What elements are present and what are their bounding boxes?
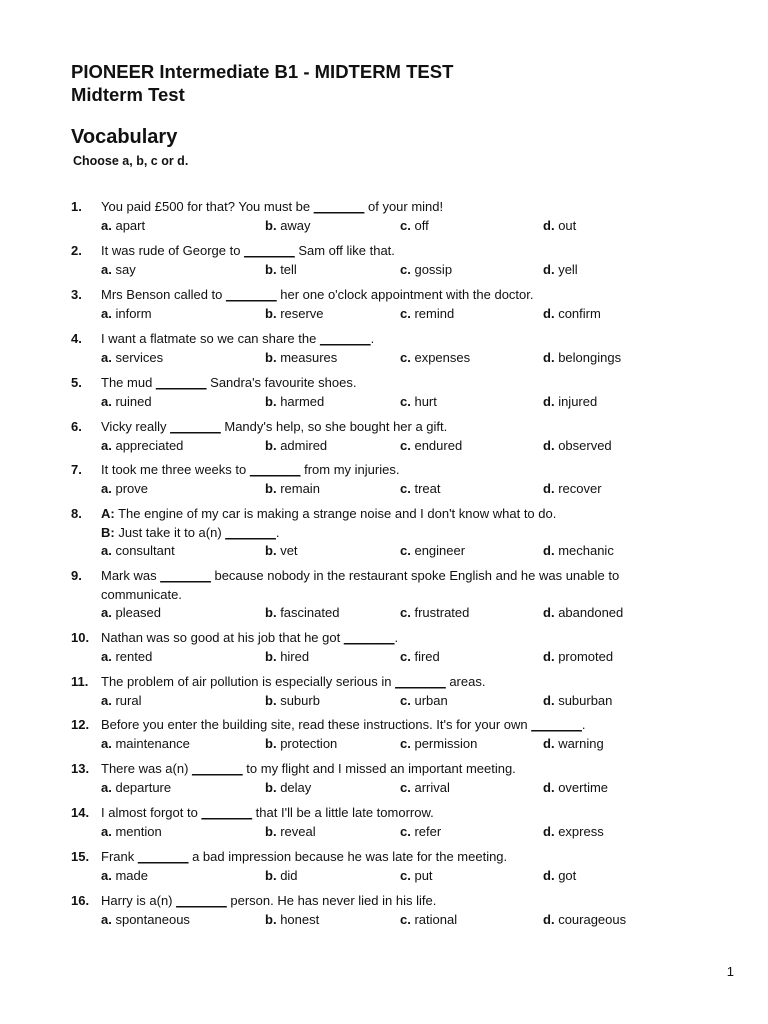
question-stem: [101, 330, 691, 349]
option-letter: d.: [543, 867, 555, 883]
option-text: frustrated: [414, 605, 470, 620]
option-text: away: [280, 217, 311, 233]
answer-option-b: [265, 867, 298, 886]
answer-option-d: [543, 542, 614, 561]
option-text: fascinated: [280, 605, 340, 620]
option-letter: d.: [543, 305, 555, 321]
answer-option-a: [101, 480, 148, 499]
option-text: mechanic: [558, 543, 614, 558]
option-text: reveal: [280, 823, 316, 839]
question-number: 13.: [71, 761, 90, 776]
option-letter: d.: [543, 911, 555, 927]
option-letter: b.: [265, 480, 277, 496]
option-text: express: [558, 823, 604, 839]
answer-option-a: [101, 305, 152, 324]
answer-option-d: [543, 823, 604, 842]
question-number: 5.: [71, 375, 82, 390]
option-letter: b.: [265, 911, 277, 927]
answer-option-b: [265, 217, 311, 236]
option-letter: b.: [265, 217, 277, 233]
option-letter: d.: [543, 692, 555, 708]
answer-option-b: [265, 261, 297, 280]
option-text: consultant: [115, 543, 175, 558]
page-number: 1: [726, 964, 734, 979]
option-text: did: [280, 867, 298, 883]
option-text: say: [115, 261, 136, 277]
option-letter: c.: [400, 393, 411, 409]
answer-option-c: [400, 867, 433, 886]
answer-option-b: [265, 823, 316, 842]
option-letter: d.: [543, 823, 555, 839]
answer-option-d: [543, 867, 576, 886]
answer-option-b: [265, 692, 320, 711]
answer-blank: _______: [531, 717, 582, 732]
option-letter: d.: [543, 437, 555, 453]
answer-option-a: [101, 648, 152, 667]
answer-option-b: [265, 349, 337, 368]
question-stem-line: Mrs Benson called to _______ her one o'clock appointment with the doctor.: [101, 287, 534, 302]
answer-blank: _______: [176, 893, 227, 908]
option-letter: b.: [265, 735, 277, 751]
answer-option-d: [543, 393, 597, 412]
question-number: 4.: [71, 331, 82, 346]
answer-option-a: [101, 217, 145, 236]
option-text: protection: [280, 735, 338, 751]
option-text: appreciated: [115, 437, 184, 453]
question-stem: [101, 716, 691, 735]
question-number: 8.: [71, 506, 82, 521]
answer-option-d: [543, 692, 612, 711]
answer-blank: _______: [249, 462, 301, 477]
question-stem-line: Mark was _______ because nobody in the restaurant spoke English and he was unable to: [101, 568, 620, 583]
option-letter: d.: [543, 349, 555, 365]
option-letter: b.: [265, 543, 277, 558]
instructions: Choose a, b, c or d.: [73, 154, 189, 168]
answer-option-c: [400, 735, 477, 754]
option-text: spontaneous: [115, 911, 190, 927]
question-stem: [101, 760, 691, 779]
answer-option-b: [265, 542, 298, 561]
answer-option-d: [543, 604, 623, 623]
question-stem-line: Before you enter the building site, read these instructions. It's for your own _______.: [101, 717, 586, 732]
answer-option-c: [400, 823, 441, 842]
question-stem-line: Nathan was so good at his job that he got _______.: [101, 630, 399, 645]
option-letter: d.: [543, 217, 555, 233]
option-letter: a.: [101, 911, 112, 927]
option-text: out: [558, 217, 577, 233]
option-text: permission: [414, 735, 478, 751]
question-stem: [101, 567, 691, 604]
question-stem-line: The problem of air pollution is especially serious in _______ areas.: [101, 674, 486, 689]
answer-option-c: [400, 217, 429, 236]
question-number: 14.: [71, 805, 90, 820]
question-stem-line: B: Just take it to a(n) _______.: [101, 524, 280, 540]
answer-option-d: [543, 911, 626, 930]
answer-blank: _______: [244, 243, 295, 258]
question-stem-line: Frank _______ a bad impression because he was late for the meeting.: [101, 849, 508, 864]
answer-blank: _______: [343, 630, 395, 645]
option-letter: a.: [101, 605, 112, 620]
option-text: measures: [280, 349, 338, 365]
option-text: urban: [414, 692, 448, 708]
option-text: remain: [280, 480, 320, 496]
option-text: delay: [280, 779, 312, 795]
answer-option-b: [265, 305, 324, 324]
option-letter: b.: [265, 779, 277, 795]
option-text: rural: [115, 692, 142, 708]
question-stem-line: You paid £500 for that? You must be _______ of your mind!: [101, 199, 444, 214]
answer-option-a: [101, 692, 141, 711]
question-stem: [101, 242, 691, 261]
option-text: courageous: [558, 911, 627, 927]
question-number: 1.: [71, 199, 82, 214]
answer-option-a: [101, 604, 161, 623]
answer-option-d: [543, 349, 621, 368]
option-letter: d.: [543, 605, 555, 620]
question-stem-line: A: The engine of my car is making a strange noise and I don't know what to do.: [101, 506, 557, 521]
question-stem: [101, 804, 691, 823]
question-number: 2.: [71, 243, 82, 258]
option-text: warning: [558, 735, 604, 751]
answer-option-d: [543, 735, 604, 754]
answer-option-a: [101, 867, 148, 886]
option-letter: c.: [400, 217, 411, 233]
answer-blank: _______: [313, 199, 365, 214]
answer-blank: _______: [395, 674, 446, 689]
option-letter: c.: [400, 480, 411, 496]
option-text: admired: [280, 437, 328, 453]
option-letter: b.: [265, 437, 277, 453]
option-text: hired: [280, 648, 310, 664]
question-number: 16.: [71, 893, 90, 908]
option-letter: a.: [101, 692, 112, 708]
option-letter: b.: [265, 393, 277, 409]
option-text: endured: [414, 437, 463, 453]
option-letter: c.: [400, 261, 411, 277]
question-number: 6.: [71, 419, 82, 434]
title-line-1: PIONEER Intermediate B1 - MIDTERM TEST: [71, 61, 454, 82]
answer-option-d: [543, 217, 576, 236]
option-letter: a.: [101, 823, 112, 839]
option-text: belongings: [558, 349, 622, 365]
option-text: engineer: [414, 543, 466, 558]
answer-option-a: [101, 542, 175, 561]
option-letter: d.: [543, 480, 555, 496]
answer-blank: _______: [155, 375, 207, 390]
option-letter: a.: [101, 867, 112, 883]
question-number: 11.: [71, 674, 89, 689]
answer-blank: _______: [192, 761, 243, 776]
question-number: 12.: [71, 717, 90, 732]
option-text: vet: [280, 543, 298, 558]
option-letter: c.: [400, 867, 411, 883]
question-number: 10.: [71, 630, 90, 645]
question-stem-line: Vicky really _______ Mandy's help, so she bought her a gift.: [101, 419, 448, 434]
option-text: refer: [414, 823, 442, 839]
answer-option-a: [101, 393, 152, 412]
question-stem: [101, 505, 691, 542]
option-letter: c.: [400, 605, 411, 620]
option-text: abandoned: [558, 605, 624, 620]
question-stem-line: I want a flatmate so we can share the _______.: [101, 331, 375, 346]
answer-option-a: [101, 735, 190, 754]
question-number: 15.: [71, 849, 90, 864]
option-letter: b.: [265, 823, 277, 839]
option-letter: a.: [101, 393, 112, 409]
option-letter: a.: [101, 349, 112, 365]
answer-option-b: [265, 480, 320, 499]
answer-blank: _______: [137, 849, 189, 864]
option-letter: c.: [400, 911, 411, 927]
option-text: off: [414, 217, 429, 233]
option-letter: c.: [400, 349, 411, 365]
question-stem: [101, 461, 691, 480]
option-text: prove: [115, 480, 148, 496]
answer-option-c: [400, 692, 448, 711]
option-text: rational: [414, 911, 458, 927]
option-letter: b.: [265, 648, 277, 664]
option-text: apart: [115, 217, 146, 233]
option-letter: c.: [400, 823, 411, 839]
answer-option-c: [400, 261, 452, 280]
option-letter: a.: [101, 305, 112, 321]
option-text: maintenance: [115, 735, 190, 751]
option-text: suburban: [558, 692, 613, 708]
answer-option-c: [400, 648, 440, 667]
option-text: rented: [115, 648, 153, 664]
answer-option-c: [400, 779, 450, 798]
answer-option-d: [543, 480, 602, 499]
question-stem-line: The mud _______ Sandra's favourite shoes.: [101, 375, 357, 390]
question-number: 9.: [71, 568, 82, 583]
answer-option-c: [400, 480, 440, 499]
title-line-2: Midterm Test: [71, 84, 185, 105]
option-letter: d.: [543, 735, 555, 751]
question-stem: [101, 892, 691, 911]
answer-option-d: [543, 648, 613, 667]
question-stem: [101, 286, 691, 305]
answer-option-c: [400, 349, 470, 368]
option-letter: c.: [400, 305, 411, 321]
option-letter: a.: [101, 735, 112, 751]
option-text: reserve: [280, 305, 324, 321]
answer-option-c: [400, 542, 465, 561]
option-text: confirm: [558, 305, 601, 321]
option-text: put: [414, 867, 433, 883]
answer-blank: _______: [170, 419, 221, 434]
option-text: made: [115, 867, 148, 883]
answer-option-c: [400, 393, 437, 412]
option-text: suburb: [280, 692, 320, 708]
answer-option-d: [543, 305, 601, 324]
question-stem-line: communicate.: [101, 586, 182, 602]
option-letter: a.: [101, 543, 112, 558]
option-text: ruined: [115, 393, 152, 409]
answer-blank: _______: [225, 524, 276, 540]
option-text: departure: [115, 779, 172, 795]
option-text: yell: [558, 261, 578, 277]
option-letter: a.: [101, 779, 112, 795]
answer-option-c: [400, 604, 469, 623]
option-letter: b.: [265, 605, 277, 620]
question-stem: [101, 673, 691, 692]
question-stem: [101, 198, 691, 217]
option-text: pleased: [115, 605, 162, 620]
answer-option-b: [265, 393, 324, 412]
question-number: 3.: [71, 287, 82, 302]
option-letter: d.: [543, 543, 555, 558]
answer-option-a: [101, 437, 183, 456]
answer-blank: _______: [226, 287, 277, 302]
option-text: recover: [558, 480, 602, 496]
answer-option-c: [400, 911, 457, 930]
option-text: gossip: [414, 261, 453, 277]
option-letter: b.: [265, 305, 277, 321]
option-letter: c.: [400, 692, 411, 708]
answer-option-a: [101, 823, 162, 842]
option-text: remind: [414, 305, 455, 321]
option-text: harmed: [280, 393, 325, 409]
answer-option-c: [400, 437, 462, 456]
answer-option-d: [543, 437, 612, 456]
option-text: overtime: [558, 779, 609, 795]
option-text: honest: [280, 911, 320, 927]
option-text: hurt: [414, 393, 437, 409]
option-text: injured: [558, 393, 598, 409]
option-letter: c.: [400, 437, 411, 453]
option-text: tell: [280, 261, 297, 277]
option-text: expenses: [414, 349, 471, 365]
answer-option-a: [101, 911, 190, 930]
option-letter: d.: [543, 648, 555, 664]
answer-option-a: [101, 779, 171, 798]
answer-option-c: [400, 305, 454, 324]
answer-option-b: [265, 604, 339, 623]
question-stem-line: It took me three weeks to _______ from my injuries.: [101, 462, 400, 477]
question-stem: [101, 848, 691, 867]
document-title: [71, 60, 453, 106]
option-letter: a.: [101, 261, 112, 277]
option-letter: d.: [543, 779, 555, 795]
answer-blank: _______: [319, 331, 371, 346]
answer-option-b: [265, 779, 311, 798]
section-heading: Vocabulary: [71, 126, 178, 148]
option-letter: d.: [543, 261, 555, 277]
answer-option-b: [265, 648, 309, 667]
option-letter: a.: [101, 648, 112, 664]
question-stem-line: There was a(n) _______ to my flight and I missed an important meeting.: [101, 761, 516, 776]
option-letter: b.: [265, 867, 277, 883]
option-letter: a.: [101, 437, 112, 453]
question-stem-line: I almost forgot to _______ that I'll be a little late tomorrow.: [101, 805, 434, 820]
option-text: treat: [414, 480, 441, 496]
question-stem-line: Harry is a(n) _______ person. He has never lied in his life.: [101, 893, 437, 908]
answer-option-d: [543, 261, 578, 280]
option-letter: b.: [265, 349, 277, 365]
option-text: got: [558, 867, 577, 883]
answer-option-a: [101, 261, 136, 280]
answer-blank: _______: [201, 805, 253, 820]
question-stem-line: It was rude of George to _______ Sam off like that.: [101, 243, 395, 258]
option-letter: b.: [265, 692, 277, 708]
question-stem: [101, 374, 691, 393]
option-letter: c.: [400, 779, 411, 795]
option-letter: c.: [400, 735, 411, 751]
option-text: promoted: [558, 648, 614, 664]
answer-option-b: [265, 911, 319, 930]
option-letter: c.: [400, 543, 411, 558]
option-letter: a.: [101, 217, 112, 233]
question-number: 7.: [71, 462, 82, 477]
option-text: arrival: [414, 779, 450, 795]
option-letter: a.: [101, 480, 112, 496]
option-letter: d.: [543, 393, 555, 409]
option-letter: c.: [400, 648, 411, 664]
option-text: inform: [115, 305, 152, 321]
answer-option-b: [265, 735, 337, 754]
answer-option-a: [101, 349, 163, 368]
answer-option-b: [265, 437, 327, 456]
option-letter: b.: [265, 261, 277, 277]
answer-option-d: [543, 779, 608, 798]
option-text: fired: [414, 648, 440, 664]
question-stem: [101, 629, 691, 648]
option-text: mention: [115, 823, 162, 839]
answer-blank: _______: [160, 568, 211, 583]
option-text: services: [115, 349, 164, 365]
question-stem: [101, 418, 691, 437]
option-text: observed: [558, 437, 612, 453]
